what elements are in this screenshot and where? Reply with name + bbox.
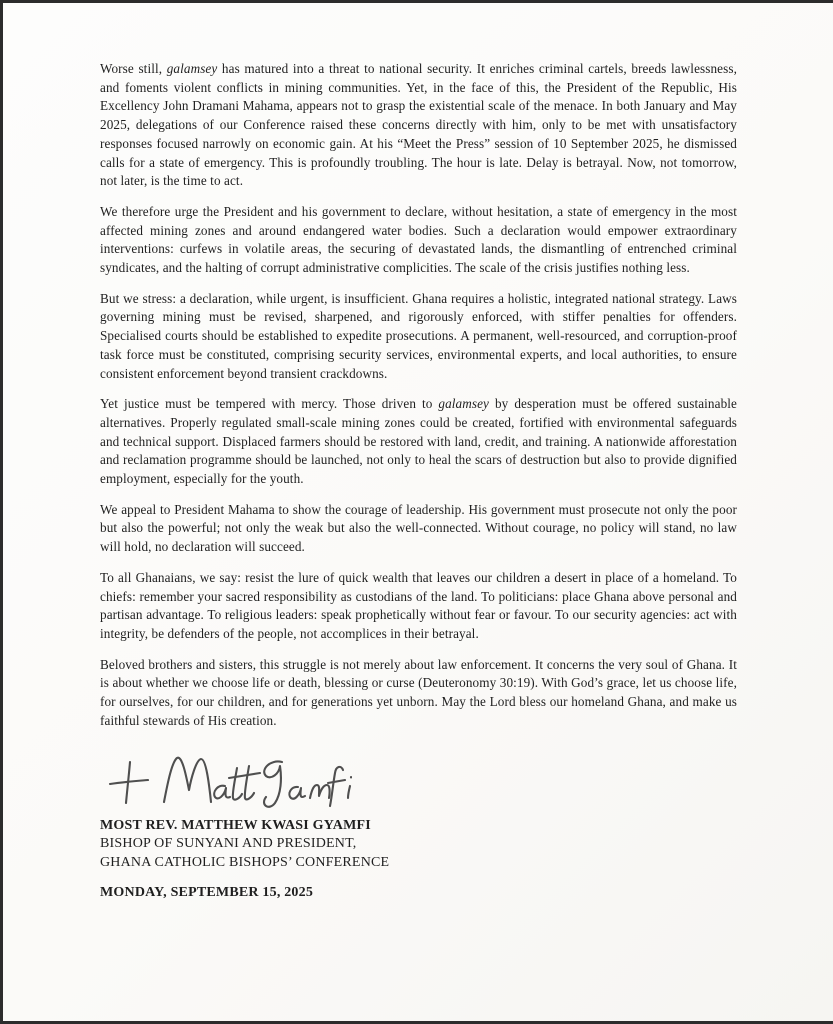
signature-block	[102, 747, 737, 811]
paragraph: Worse still, galamsey has matured into a threat to national security. It enriches criminal cartels, breeds lawlessness, and foments violent conflicts in mining communities. Yet, in the face of this, the President of the Republic, His Excellency John Dramani Mahama, appears not to grasp the existential scale of the menace. In both January and May 2025, delegations of our Conference raised these concerns directly with him, only to be met with unsatisfactory responses focused narrowly on economic gain. At his “Meet the Press” session of 10 September 2025, he dismissed calls for a state of emergency. This is profoundly troubling. The hour is late. Delay is betrayal. Now, not tomorrow, not later, is the time to act.	[100, 61, 737, 189]
letter-date: MONDAY, SEPTEMBER 15, 2025	[100, 885, 314, 900]
page-left-edge	[0, 0, 3, 1024]
paragraph: Yet justice must be tempered with mercy. Those driven to galamsey by desperation must be offered sustainable alternatives. Properly regulated small-scale mining zones could be created, fortified with environmental safeguards and technical support. Displaced farmers should be restored with land, credit, and training. A nationwide afforestation and reclamation programme should be launched, not only to heal the scars of destruction but also to provide dignified employment, especially for the youth.	[100, 396, 737, 487]
signatory-title-1: BISHOP OF SUNYANI AND PRESIDENT,	[100, 836, 357, 851]
signatory-name: MOST REV. MATTHEW KWASI GYAMFI	[100, 817, 371, 833]
paragraph: To all Ghanaians, we say: resist the lure of quick wealth that leaves our children a desert in place of a homeland. To chiefs: remember your sacred responsibility as custodians of the land. To politicians: place Ghana above personal and partisan advantage. To religious leaders: speak prophetically without fear or favour. To our security agencies: act with integrity, be defenders of the people, not accomplices in their betrayal.	[100, 569, 737, 641]
letter-body	[100, 60, 737, 901]
signatory-block	[100, 817, 737, 873]
letter-paragraphs	[100, 60, 737, 731]
paragraph: But we stress: a declaration, while urgent, is insufficient. Ghana requires a holistic, integrated national strategy. Laws governing mining must be revised, sharpened, and rigorously enforced, with stiffer penalties for offenders. Specialised courts should be established to expedite prosecutions. A permanent, well-resourced, and corruption-proof task force must be constituted, comprising security services, environmental experts, and local authorities, to ensure consistent enforcement beyond transient crackdowns.	[100, 290, 737, 381]
signatory-title-2: GHANA CATHOLIC BISHOPS’ CONFERENCE	[100, 854, 390, 870]
paragraph: Beloved brothers and sisters, this struggle is not merely about law enforcement. It concerns the very soul of Ghana. It is about whether we choose life or death, blessing or curse (Deuteronomy 30:19). With God’s grace, let us choose life, for ourselves, for our children, and for generations yet unborn. May the Lord bless our homeland Ghana, and make us faithful stewards of His creation.	[100, 656, 737, 728]
paragraph: We appeal to President Mahama to show the courage of leadership. His government must prosecute not only the poor but also the powerful; not only the weak but also the well-connected. Without courage, no policy will stand, no law will hold, no declaration will succeed.	[100, 501, 737, 555]
handwritten-signature-icon	[102, 747, 352, 811]
page-top-edge	[0, 0, 833, 3]
paragraph: We therefore urge the President and his government to declare, without hesitation, a state of emergency in the most affected mining zones and around endangered water bodies. Such a declaration would empower extraordinary interventions: curfews in volatile areas, the securing of devastated lands, the dismantling of entrenched criminal syndicates, and the halting of corrupt administrative complicities. The scale of the crisis justifies nothing less.	[100, 203, 737, 276]
